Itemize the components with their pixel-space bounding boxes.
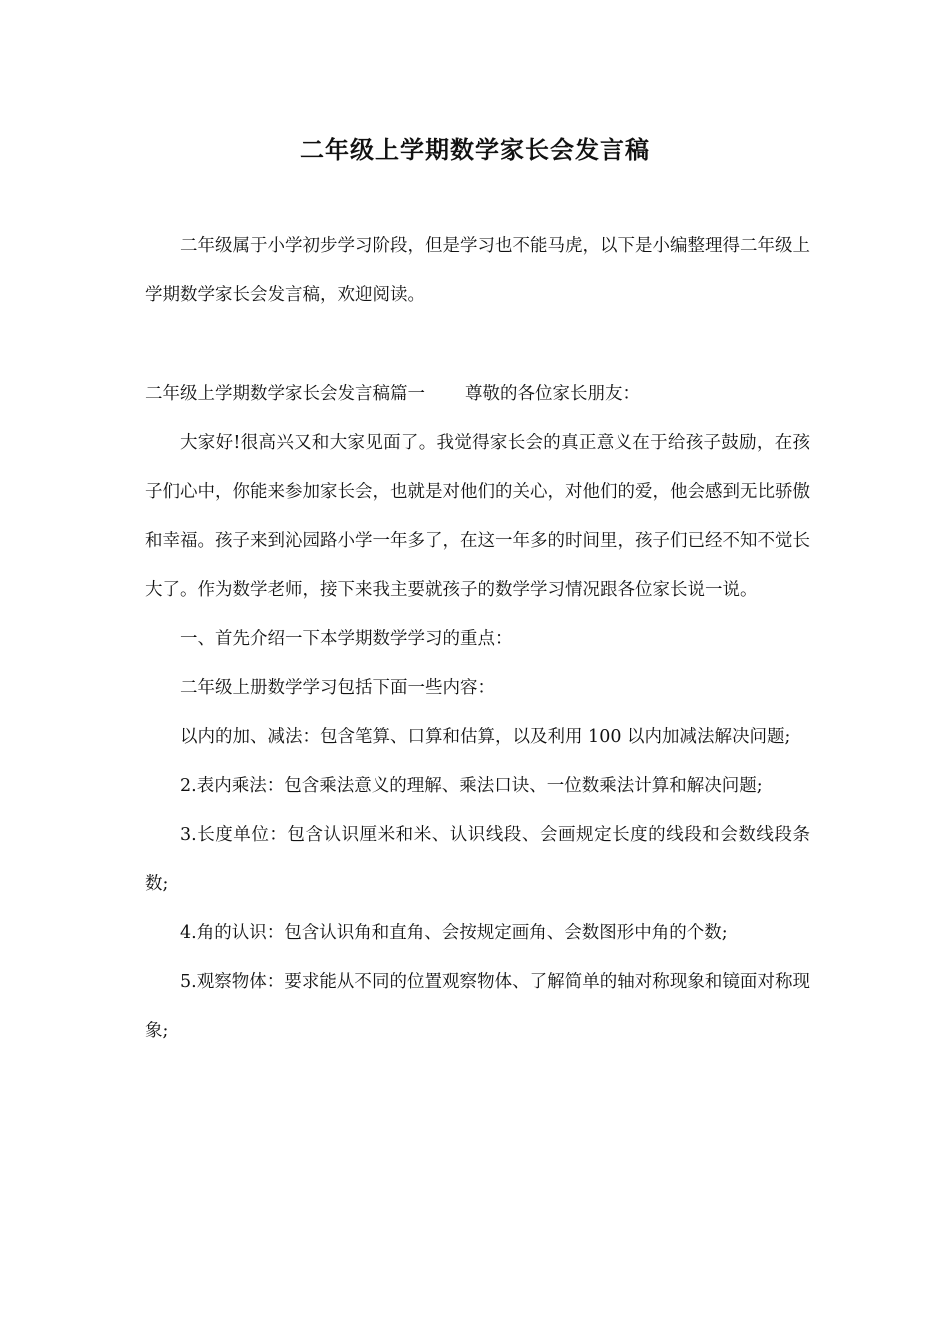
list-item: 5.观察物体：要求能从不同的位置观察物体、了解简单的轴对称现象和镜面对称现象; (145, 972, 810, 1041)
document-title: 二年级上学期数学家长会发言稿 (300, 135, 650, 164)
list-item: 以内的加、减法：包含笔算、口算和估算，以及利用 100 以内加减法解决问题; (180, 727, 791, 747)
paragraph-spacer (145, 320, 810, 370)
salutation: 尊敬的各位家长朋友： (465, 384, 640, 404)
list-item: 3.长度单位：包含认识厘米和米、认识线段、会画规定长度的线段和会数线段条数; (145, 825, 810, 894)
body-paragraph: 大家好!很高兴又和大家见面了。我觉得家长会的真正意义在于给孩子鼓励，在孩子们心中，你能来参加家长会，也就是对他们的关心，对他们的爱，他会感到无比骄傲和幸福。孩子来到沁园路小学一年多了，在这一年多的时间里，孩子们已经不知不觉长大了。作为数学老师，接下来我主要就孩子的数学学习情况跟各位家长说一说。 (145, 433, 810, 600)
section-heading: 二年级上学期数学家长会发言稿篇一 (145, 384, 425, 404)
list-item: 4.角的认识：包含认识角和直角、会按规定画角、会数图形中角的个数; (180, 923, 728, 943)
section-heading-line (145, 370, 810, 419)
list-item: 2.表内乘法：包含乘法意义的理解、乘法口诀、一位数乘法计算和解决问题; (180, 776, 763, 796)
intro-paragraph: 二年级属于小学初步学习阶段，但是学习也不能马虎，以下是小编整理得二年级上学期数学家长会发言稿，欢迎阅读。 (145, 236, 810, 305)
document-body (145, 222, 810, 1056)
body-paragraph: 二年级上册数学学习包括下面一些内容： (180, 678, 495, 698)
body-paragraph: 一、首先介绍一下本学期数学学习的重点： (180, 629, 513, 649)
